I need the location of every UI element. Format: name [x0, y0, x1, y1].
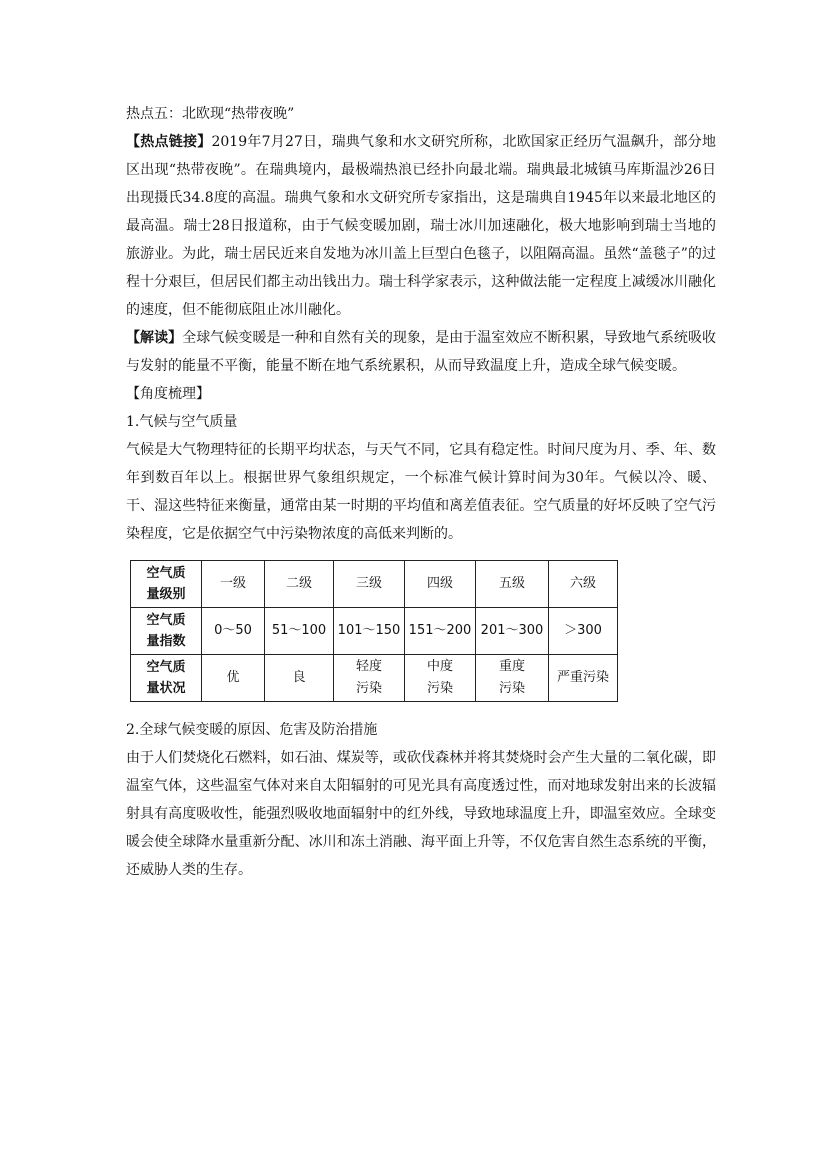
table-cell: 51～100: [265, 608, 334, 655]
table-cell: 二级: [265, 561, 334, 608]
table-cell: 0～50: [202, 608, 265, 655]
interpretation-text: 全球气候变暖是一种和自然有关的现象，是由于温室效应不断积累，导致地气系统吸收与发射的能量不平衡，能量不断在地气系统累积，从而导致温度上升，造成全球气候变暖。: [126, 330, 717, 374]
angle-title: 【角度梳理】: [126, 386, 210, 402]
hot-link-label: 【热点链接】: [126, 134, 212, 150]
table-cell: 中度 污染: [405, 655, 476, 702]
point2-text: 由于人们焚烧化石燃料，如石油、煤炭等，或砍伐森林并将其焚烧时会产生大量的二氧化碳，即温室气体，这些温室气体对来自太阳辐射的可见光具有高度透过性，而对地球发射出来的长波辐射具有高度吸收性，能强烈吸收地面辐射中的红外线，导致地球温度上升，即温室效应。全球变暖会使全球降水量重新分配、冰川和冻土消融、海平面上升等，不仅危害自然生态系统的平衡，还威胁人类的生存。: [126, 750, 716, 878]
point2-title: 2.全球气候变暖的原因、危害及防治措施: [126, 722, 378, 738]
table-cell: 一级: [202, 561, 265, 608]
row-header-condition: 空气质 量状况: [131, 655, 202, 702]
interpretation-paragraph: [126, 324, 716, 380]
air-quality-table: [130, 560, 618, 702]
point1-text: 气候是大气物理特征的长期平均状态，与天气不同，它具有稳定性。时间尺度为月、季、年、数年到数百年以上。根据世界气象组织规定，一个标准气候计算时间为30年。气候以冷、暖、干、湿这些特征来衡量，通常由某一时期的平均值和离差值表征。空气质量的好坏反映了空气污染程度，它是依据空气中污染物浓度的高低来判断的。: [126, 442, 716, 542]
table-cell: 严重污染: [549, 655, 618, 702]
table-cell: 良: [265, 655, 334, 702]
table-row-condition: [131, 655, 618, 702]
table-cell: 六级: [549, 561, 618, 608]
table-cell: 重度 污染: [476, 655, 549, 702]
table-cell: 201～300: [476, 608, 549, 655]
table-cell: ＞300: [549, 608, 618, 655]
hot-link-paragraph: [126, 128, 716, 324]
document-content: [126, 100, 716, 884]
section-title: 热点五：北欧现“热带夜晚”: [126, 106, 295, 122]
table-row-index: [131, 608, 618, 655]
table-cell: 优: [202, 655, 265, 702]
row-header-level: 空气质 量级别: [131, 561, 202, 608]
table-cell: 151～200: [405, 608, 476, 655]
table-cell: 101～150: [334, 608, 405, 655]
table-cell: 五级: [476, 561, 549, 608]
table-row-level: [131, 561, 618, 608]
table-cell: 轻度 污染: [334, 655, 405, 702]
table-cell: 四级: [405, 561, 476, 608]
table-cell: 三级: [334, 561, 405, 608]
hot-link-text: 2019年7月27日，瑞典气象和水文研究所称，北欧国家正经历气温飙升，部分地区出现“热带夜晚”。在瑞典境内，最极端热浪已经扑向最北端。瑞典最北城镇马库斯温沙26日出现摄氏34.8度的高温。瑞典气象和水文研究所专家指出，这是瑞典自1945年以来最北地区的最高温。瑞士28日报道称，由于气候变暖加剧，瑞士冰川加速融化，极大地影响到瑞士当地的旅游业。为此，瑞士居民近来自发地为冰川盖上巨型白色毯子，以阻隔高温。虽然“盖毯子”的过程十分艰巨，但居民们都主动出钱出力。瑞士科学家表示，这种做法能一定程度上减缓冰川融化的速度，但不能彻底阻止冰川融化。: [126, 134, 716, 318]
point1-title: 1.气候与空气质量: [126, 414, 238, 430]
row-header-index: 空气质 量指数: [131, 608, 202, 655]
interpretation-label: 【解读】: [126, 330, 183, 346]
